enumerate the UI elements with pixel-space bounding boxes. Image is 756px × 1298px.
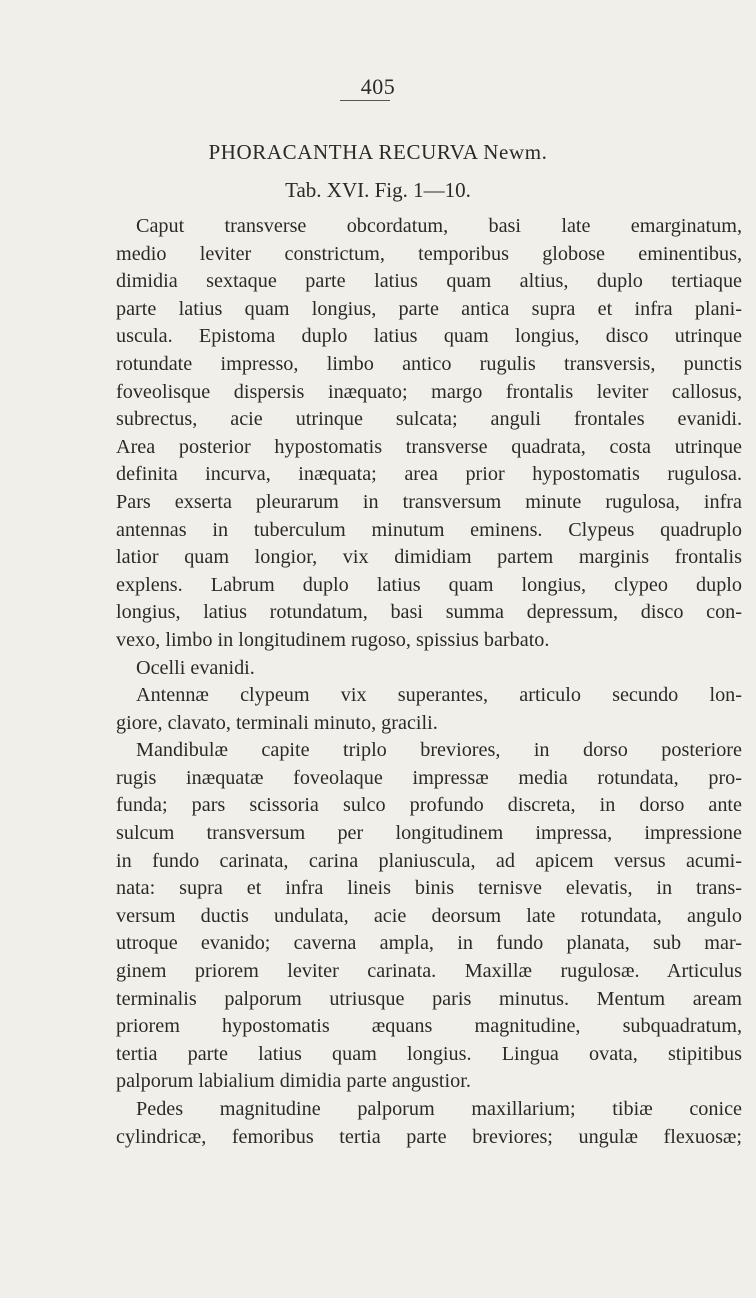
text-line: tertia parte latius quam longius. Lingua ovata, stipitibus bbox=[116, 1042, 742, 1065]
text-line: funda; pars scissoria sulco profundo discreta, in dorso ante bbox=[116, 794, 742, 817]
text-line: definita incurva, inæquata; area prior hypostomatis rugulosa. bbox=[116, 463, 742, 486]
text-line: sulcum transversum per longitudinem impressa, impressione bbox=[116, 822, 742, 845]
text-line: longius, latius rotundatum, basi summa depressum, disco con- bbox=[116, 601, 742, 624]
text-line: Area posterior hypostomatis transverse quadrata, costa utrinque bbox=[116, 435, 742, 458]
text-line: nata: supra et infra lineis binis ternisve elevatis, in trans- bbox=[116, 877, 742, 900]
text-line: parte latius quam longius, parte antica supra et infra plani- bbox=[116, 297, 742, 320]
text-line: vexo, limbo in longitudinem rugoso, spissius barbato. bbox=[116, 628, 550, 651]
text-line: Antennæ clypeum vix superantes, articulo secundo lon- bbox=[136, 684, 742, 707]
text-line: Ocelli evanidi. bbox=[136, 656, 255, 679]
text-line: ginem priorem leviter carinata. Maxillæ rugulosæ. Articulus bbox=[116, 960, 742, 983]
text-line: palporum labialium dimidia parte angustior. bbox=[116, 1070, 471, 1093]
description-text bbox=[116, 213, 742, 1151]
text-line: dimidia sextaque parte latius quam altius, duplo tertiaque bbox=[116, 270, 742, 293]
text-line: terminalis palporum utriusque paris minutus. Mentum aream bbox=[116, 987, 742, 1010]
text-line: rugis inæquatæ foveolaque impressæ media rotundata, pro- bbox=[116, 766, 742, 789]
text-line: medio leviter constrictum, temporibus globose eminentibus, bbox=[116, 242, 742, 265]
text-line: rotundate impresso, limbo antico rugulis transversis, punctis bbox=[116, 352, 742, 375]
text-line: antennas in tuberculum minutum eminens. Clypeus quadruplo bbox=[116, 518, 742, 541]
text-line: latior quam longior, vix dimidiam partem marginis frontalis bbox=[116, 546, 742, 569]
text-line: foveolisque dispersis inæquato; margo frontalis leviter callosus, bbox=[116, 380, 742, 403]
page-number-rule bbox=[340, 100, 390, 101]
text-line: versum ductis undulata, acie deorsum late rotundata, angulo bbox=[116, 904, 742, 927]
text-line: Pars exserta pleurarum in transversum minute rugulosa, infra bbox=[116, 490, 742, 513]
text-line: giore, clavato, terminali minuto, gracili. bbox=[116, 711, 438, 734]
plate-reference: Tab. XVI. Fig. 1—10. bbox=[285, 178, 471, 202]
text-line: priorem hypostomatis æquans magnitudine, subquadratum, bbox=[116, 1015, 742, 1038]
text-line: in fundo carinata, carina planiuscula, ad apicem versus acumi- bbox=[116, 849, 742, 872]
text-line: Mandibulæ capite triplo breviores, in dorso posteriore bbox=[136, 739, 742, 762]
text-line: uscula. Epistoma duplo latius quam longius, disco utrinque bbox=[116, 325, 742, 348]
text-line: subrectus, acie utrinque sulcata; anguli frontales evanidi. bbox=[116, 408, 742, 431]
text-line: utroque evanido; caverna ampla, in fundo planata, sub mar- bbox=[116, 932, 742, 955]
page-number: 405 bbox=[360, 74, 396, 99]
text-line: Caput transverse obcordatum, basi late emarginatum, bbox=[136, 215, 742, 237]
text-line: Pedes magnitudine palporum maxillarium; tibiæ conice bbox=[136, 1098, 742, 1120]
text-line: cylindricæ, femoribus tertia parte breviores; ungulæ flexuosæ; bbox=[116, 1125, 742, 1148]
species-title: PHORACANTHA RECURVA Newm. bbox=[208, 140, 548, 164]
text-line: explens. Labrum duplo latius quam longius, clypeo duplo bbox=[116, 573, 742, 596]
